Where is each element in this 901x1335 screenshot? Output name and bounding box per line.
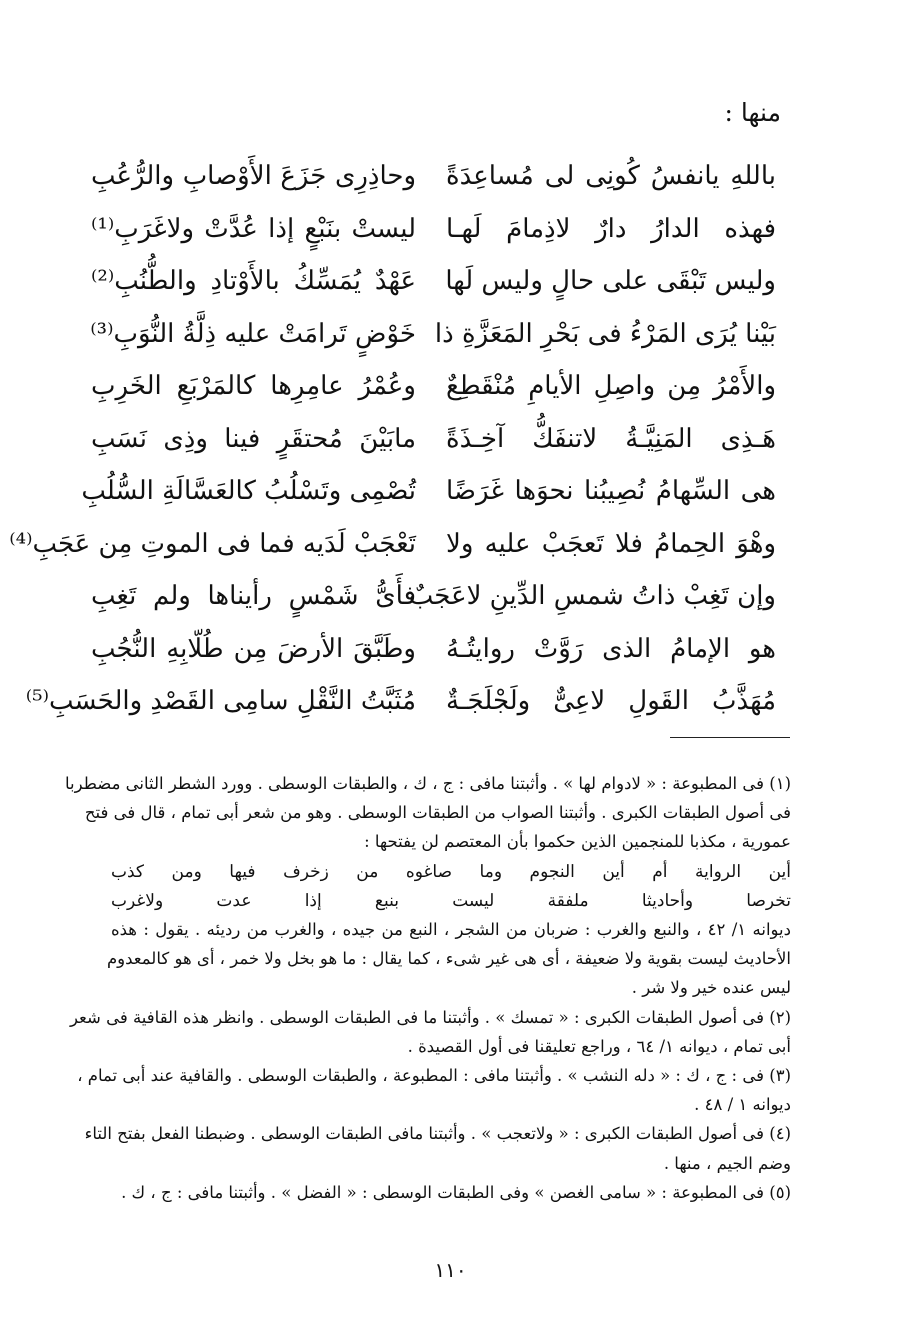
footnote-line: (٤) فى أصول الطبقات الكبرى : « ولاتعجب » . وأثبتنا مافى الطبقات الوسطى . وضبطنا الفعل بفتح التاء (84, 1124, 791, 1144)
page-number: ١١٠ (434, 1258, 467, 1282)
verse-first-hemistich: وليس تَبْقَى على حالٍ وليس لَها (445, 266, 776, 296)
verse-second-hemistich: خَوْضٍ تَرامَتْ عليه ذِلَّةُ النُّوَبِ⁽³⁾ (90, 318, 416, 349)
verse (0, 308, 901, 361)
verse-second-hemistich: وطَبَّقَ الأرضَ مِن طُلّابِهِ النُّجُبِ (91, 633, 416, 664)
verse-second-hemistich: تَعْجَبْ لَدَيه فما فى الموتِ مِن عَجَبِ⁽⁴⁾ (9, 528, 416, 559)
footnote-line: (٥) فى المطبوعة : « سامى الغصن » وفى الطبقات الوسطى : « الفضل » . وأثبتنا مافى : ج ، ك . (121, 1182, 791, 1202)
verse-first-hemistich: فهذه الدارُ دارٌ لاذِمامَ لَهـا (446, 213, 776, 244)
footnote-line: (١) فى المطبوعة : « لادوام لها » . وأثبتنا مافى : ج ، ك ، والطبقات الوسطى . وورد الشطر الثانى مضطربا (65, 774, 791, 793)
poem (0, 150, 901, 728)
verse-second-hemistich: وحاذِرِى جَزَعَ الأَوْصابِ والرُّعُبِ (91, 161, 416, 191)
verse (0, 675, 901, 728)
verse-second-hemistich: مُثَبَّتُ النَّقْلِ سامِى القَصْدِ والحَسَبِ⁽⁵⁾ (25, 686, 416, 716)
verse-second-hemistich: مابَيْنَ مُحتقَرٍ فينا وذِى نَسَبِ (91, 423, 416, 454)
footnote-line: فى أصول الطبقات الكبرى . وأثبتنا الصواب من الطبقات الوسطى . وهو من شعر أبى تمام ، قال فى فتح (84, 803, 791, 823)
verse-second-hemistich: وعُمْرُ عامِرِها كالمَرْبَعِ الخَرِبِ (91, 371, 416, 401)
footnote-quoted-verse: أين الرواية أم أين النجوم وما صاغوه من زخرف فيها ومن كذب (111, 861, 791, 882)
section-intro: منها : (724, 98, 781, 127)
verse (0, 623, 901, 676)
verse (0, 465, 901, 518)
verse-first-hemistich: مُهَذَّبُ القَولِ لاعِىٌّ ولَجْلَجَـةٌ (446, 686, 776, 716)
footnote-line: أبى تمام ، ديوانه ١/ ٦٤ ، وراجع تعليقنا فى أول القصيدة . (407, 1036, 791, 1056)
verse (0, 413, 901, 466)
footnote-divider (670, 737, 790, 738)
verse-second-hemistich: فأَىُّ شَمْسٍ رأيناها ولم تَغِبِ (91, 581, 416, 611)
footnote-line: (٢) فى أصول الطبقات الكبرى : « تمسك » . وأثبتنا ما فى الطبقات الوسطى . وانظر هذه القافية فى شعر (69, 1007, 791, 1027)
verse-second-hemistich: عَهْدٌ يُمَسِّكُ بالأَوْتادِ والطُّنُبِ⁽²⁾ (91, 266, 416, 296)
footnote-line: ديوانه ١/ ٤٢ ، والنبع والغرب : ضربان من الشجر ، النبع من جيده ، والغرب من رديئه . يقول : هذه (111, 920, 791, 939)
verse (0, 150, 901, 203)
verse-second-hemistich: تُصْمِى وتَسْلُبُ كالعَسَّالَةِ السُّلُبِ (81, 476, 416, 506)
footnote-line: وضم الجيم ، منها . (663, 1153, 791, 1173)
verse (0, 518, 901, 571)
footnote-line: (٣) فى : ج ، ك : « دله النشب » . وأثبتنا مافى : المطبوعة ، والطبقات الوسطى . والقافية عند أبى تمام ، (77, 1066, 791, 1085)
verse-first-hemistich: والأَمْرُ مِن واصِلِ الأيامِ مُنْقَطِعٌ (446, 371, 776, 401)
footnote-quoted-verse: تخرصا وأحاديثا ملفقة ليست بنبع إذا عدت ولاغرب (111, 890, 791, 911)
verse (0, 360, 901, 413)
verse (0, 570, 901, 623)
verse-first-hemistich: وهْوَ الحِمامُ فلا تَعجَبْ عليه ولا (446, 528, 776, 559)
verse (0, 255, 901, 308)
footnote-line: ديوانه ١ / ٤٨ . (694, 1095, 791, 1115)
footnote-line: الأحاديث ليست بقوية ولا ضعيفة ، أى هى غير شىء ، كما يقال : ما هو بخل ولا خمر ، أى هو كالمعدوم (106, 949, 791, 969)
verse-first-hemistich: هى السِّهامُ نُصِيبُنا نحوَها غَرَضًا (446, 476, 776, 506)
verse-first-hemistich: باللهِ يانفسُ كُونِى لى مُساعِدَةً (446, 161, 776, 191)
footnote-line: عمورية ، مكذبا للمنجمين الذين حكموا بأن المعتصم لن يفتحها : (364, 832, 791, 852)
verse-first-hemistich: هو الإمامُ الذى رَوَّتْ روايتُـهُ (446, 633, 776, 664)
verse-first-hemistich: وإن تَغِبْ ذاتُ شمسِ الدِّينِ لاعَجَبٌ (408, 581, 776, 611)
footnote-line: ليس عنده خير ولا شر . (631, 978, 791, 998)
verse-first-hemistich: هَـذِى المَنِيَّـةُ لاتنفَكُّ آخِـذَةً (446, 423, 776, 454)
verse (0, 203, 901, 256)
verse-second-hemistich: ليستْ بنَبْعٍ إذا عُدَّتْ ولاغَرَبِ⁽¹⁾ (91, 213, 416, 244)
verse-first-hemistich: بَيْنا يُرَى المَرْءُ فى بَحْرِ المَعَزَّةِ ذا (434, 318, 776, 349)
